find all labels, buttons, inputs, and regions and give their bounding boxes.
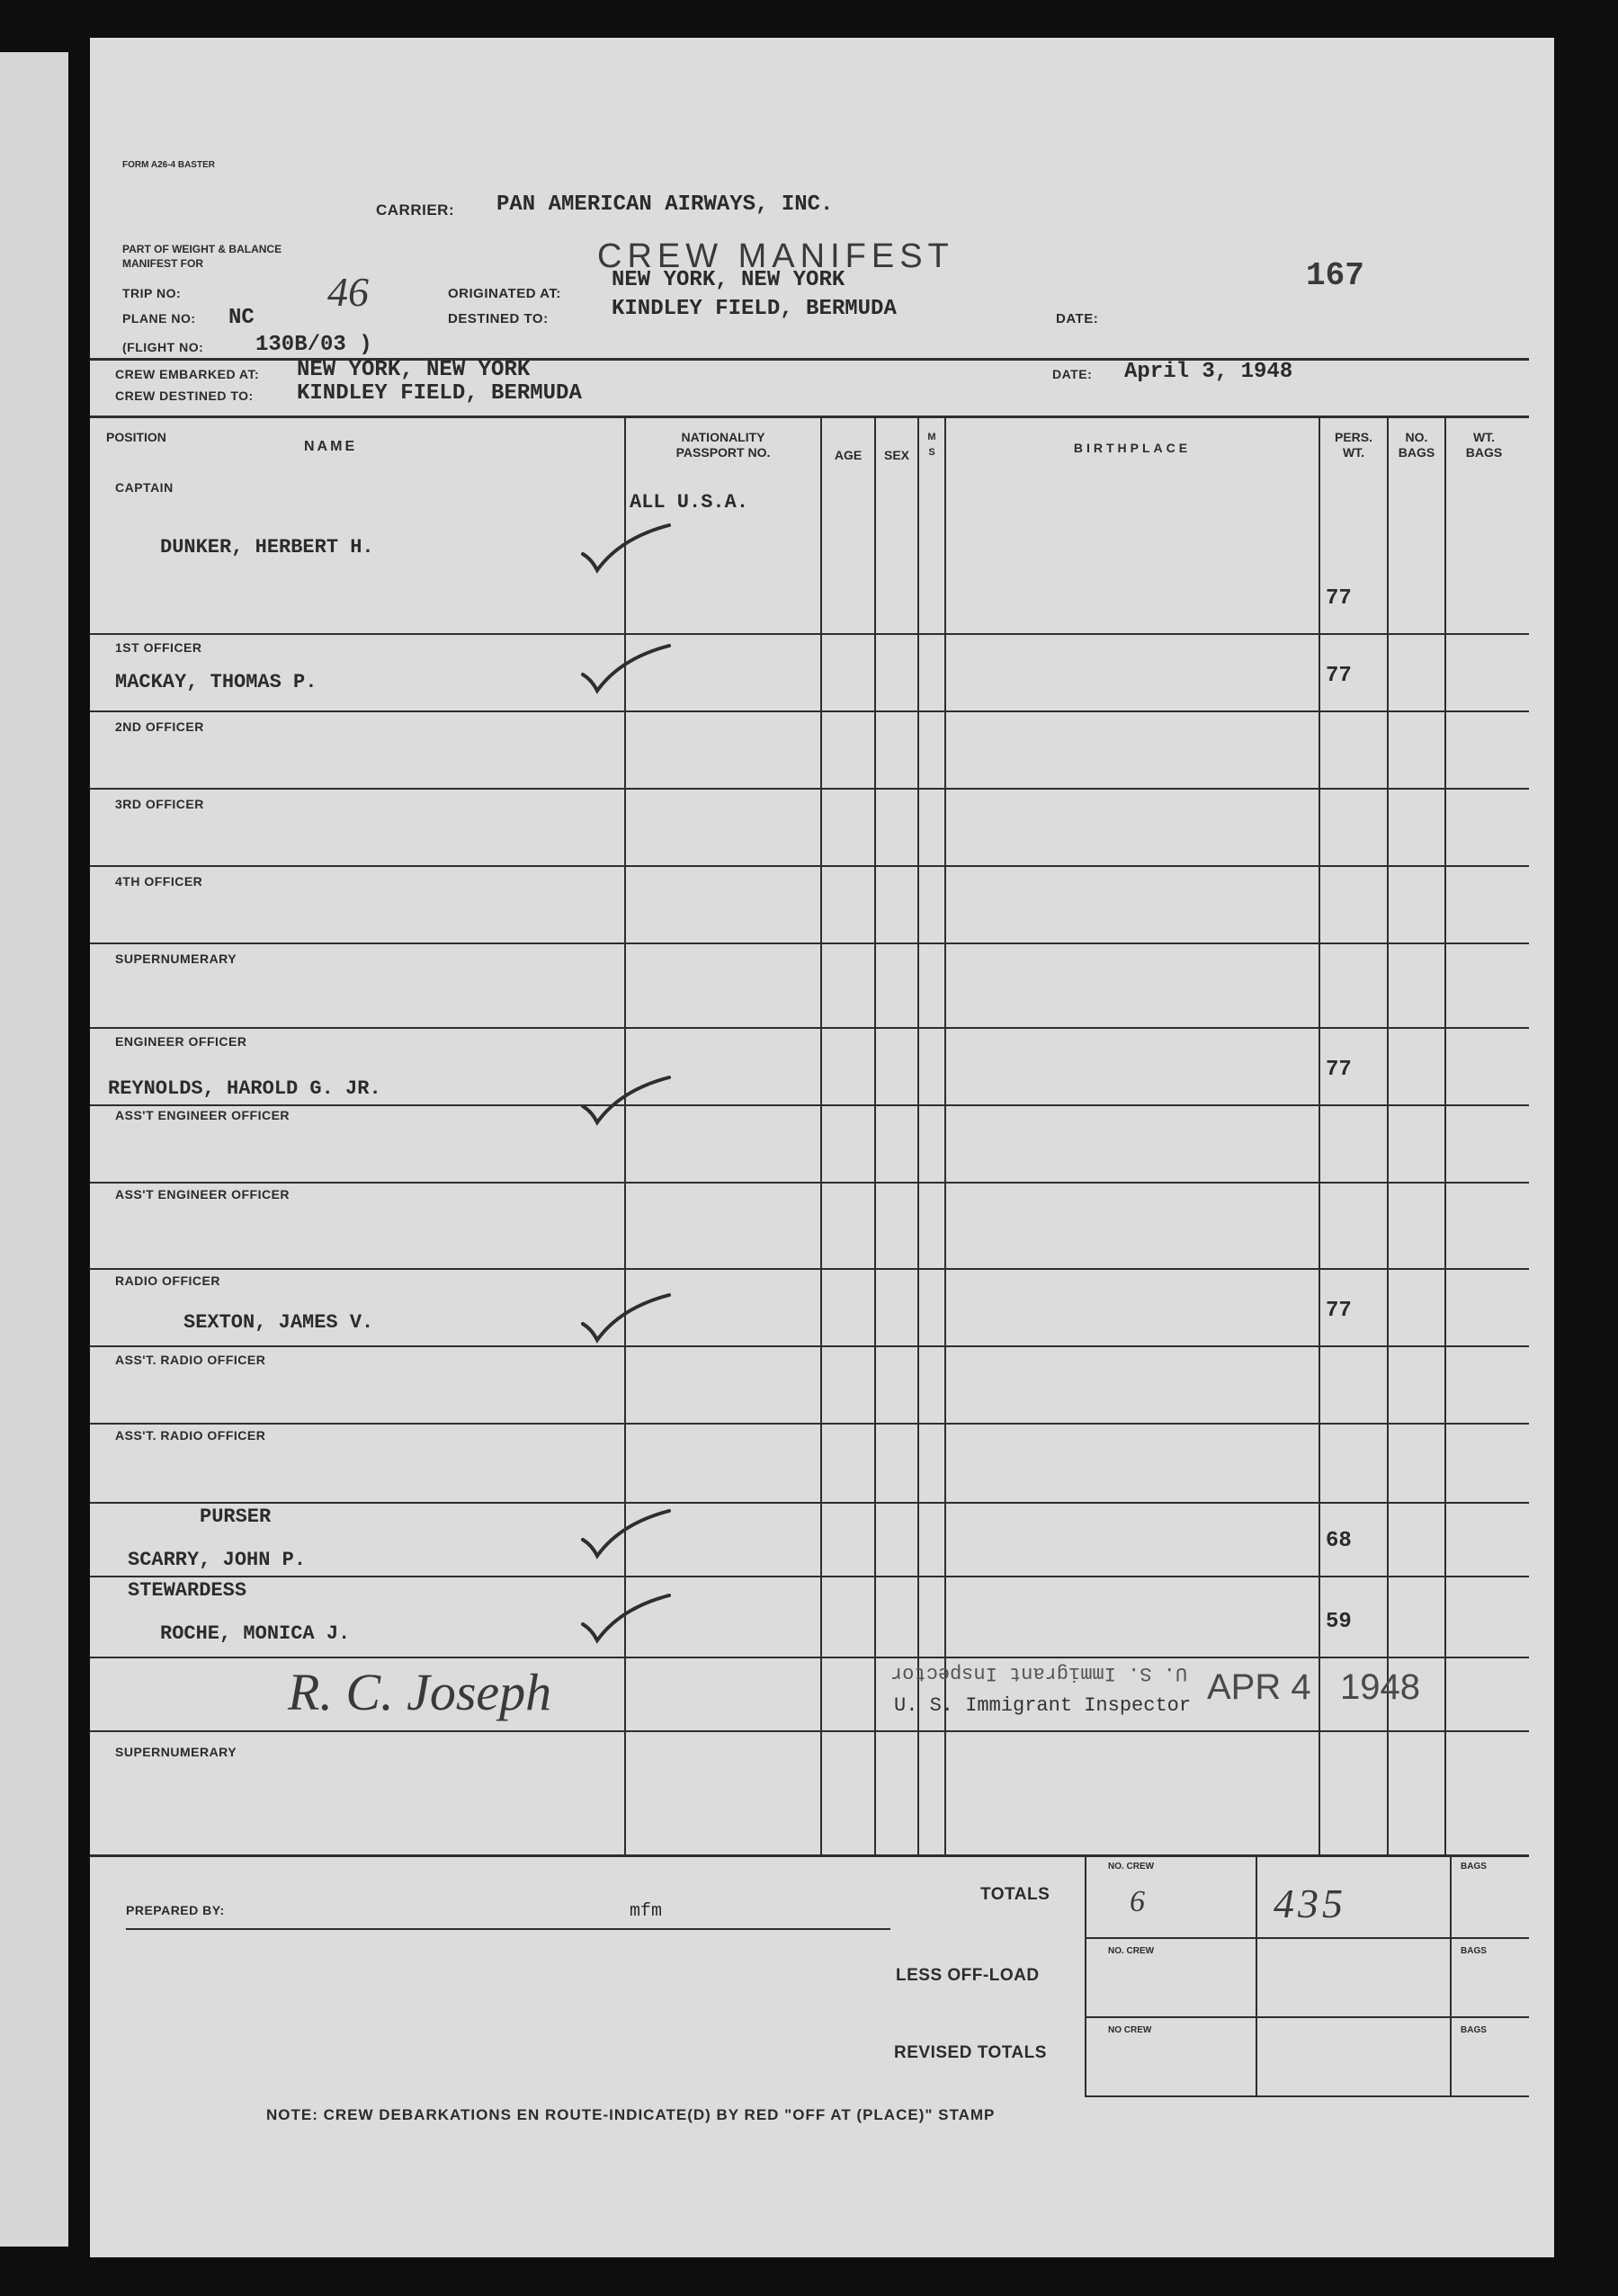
check-mark-icon [576,520,675,574]
no-crew-label-2: NO. CREW [1108,1946,1155,1956]
col-wt-bags-line1: WT. [1472,430,1496,444]
col-no-bags-line2: BAGS [1398,445,1435,460]
col-nationality-line2: PASSPORT NO. [675,445,771,460]
row-rule [90,1657,1529,1658]
col-no-bags-line1: NO. [1405,430,1428,444]
crew-manifest-sheet [90,38,1554,2257]
stamp-date: APR 4 [1207,1667,1311,1707]
row-rule [90,943,1529,944]
plane-no-label: PLANE NO: [122,311,196,326]
check-mark-icon [576,1505,675,1559]
row-rule [90,1182,1529,1184]
col-pers-wt-line1: PERS. [1334,430,1372,444]
trip-no-value: 46 [327,269,369,315]
row-position: 2ND OFFICER [115,719,204,734]
col-ms-line1: M [927,432,936,442]
inspector-title-mirror: U. S. Immigrant Inspector [890,1662,1188,1684]
row-rule [90,1576,1529,1577]
no-crew-label-3: NO CREW [1108,2025,1152,2035]
check-mark-icon [576,1072,675,1126]
row-name: SCARRY, JOHN P. [128,1549,307,1571]
form-id: FORM A26-4 BASTER [122,160,215,170]
document-number: 167 [1306,257,1364,294]
row-position: ASS'T. RADIO OFFICER [115,1428,266,1443]
check-mark-icon [576,1290,675,1344]
col-birthplace: BIRTHPLACE [1073,441,1192,455]
revised-totals-label: REVISED TOTALS [894,2043,1047,2062]
plane-no-value: NC [228,306,255,330]
prepared-by-value: mfm [630,1901,663,1922]
originated-value: NEW YORK, NEW YORK [612,268,845,292]
bags-label-2: BAGS [1461,1946,1487,1956]
row-position: PURSER [200,1505,272,1528]
flight-no-label: (FLIGHT NO: [122,340,204,354]
row-position: ASS'T ENGINEER OFFICER [115,1108,291,1122]
col-ms-line2: S [928,447,935,458]
row-weight: 77 [1326,586,1352,611]
col-position: POSITION [106,430,166,444]
col-no-bags [1389,430,1444,460]
row-position: STEWARDESS [128,1579,247,1602]
row-position: ASS'T. RADIO OFFICER [115,1353,266,1367]
check-mark-icon [576,640,675,694]
row-weight: 59 [1326,1610,1352,1634]
table-top-rule [90,415,1529,418]
row-rule [90,1502,1529,1504]
prepared-by-rule [126,1928,890,1930]
row-name: ROCHE, MONICA J. [160,1622,351,1645]
row-weight: 77 [1326,664,1352,688]
row-position: 3RD OFFICER [115,797,204,811]
col-wt-bags-line2: BAGS [1465,445,1503,460]
totals-rule-b [1450,1854,1452,2097]
row-rule [90,1027,1529,1029]
col-nationality-line1: NATIONALITY [681,430,765,444]
prepared-by-label: PREPARED BY: [126,1903,225,1917]
row-rule [90,1345,1529,1347]
date-label: DATE: [1056,311,1099,326]
row-name: REYNOLDS, HAROLD G. JR. [108,1077,381,1100]
row-name: SEXTON, JAMES V. [183,1311,374,1334]
bags-label-3: BAGS [1461,2025,1487,2035]
row-rule [90,1104,1529,1106]
row-rule [90,1730,1529,1732]
col-nationality [626,430,820,460]
date2-value: April 3, 1948 [1124,360,1293,384]
col-age: AGE [834,448,863,462]
total-crew-count: 6 [1130,1885,1145,1918]
col-pers-wt-line2: WT. [1342,445,1365,460]
part-of-line1: PART OF WEIGHT & BALANCE [122,243,282,255]
document-title: CREW MANIFEST [597,237,954,275]
inspector-title: U. S. Immigrant Inspector [894,1694,1192,1717]
row-name: DUNKER, HERBERT H. [160,536,374,558]
inspector-signature: R. C. Joseph [288,1663,552,1721]
flight-no-value: 130B/03 ) [255,333,372,357]
carrier-label: CARRIER: [376,201,455,219]
row-position: 1ST OFFICER [115,640,202,655]
totals-label: TOTALS [980,1885,1050,1904]
totals-rule-c [1085,1937,1529,1939]
crew-destined-label: CREW DESTINED TO: [115,389,254,403]
row-position: 4TH OFFICER [115,874,203,889]
adjacent-page-edge [0,52,68,2247]
destined-value: KINDLEY FIELD, BERMUDA [612,297,897,321]
embarked-value: NEW YORK, NEW YORK [297,358,531,382]
row-rule [90,633,1529,635]
row-weight: 77 [1326,1299,1352,1323]
row-rule [90,710,1529,712]
trip-no-label: TRIP NO: [122,286,182,300]
footer-note: NOTE: CREW DEBARKATIONS EN ROUTE-INDICATE(D) BY RED "OFF AT (PLACE)" STAMP [266,2106,996,2123]
row-name: MACKAY, THOMAS P. [115,671,317,693]
embarked-label: CREW EMBARKED AT: [115,367,260,381]
row-position: CAPTAIN [115,480,174,495]
col-sex: SEX [883,448,909,462]
totals-rule-a [1256,1854,1257,2097]
row-position: SUPERNUMERARY [115,951,237,966]
row-rule [90,865,1529,867]
bags-label-1: BAGS [1461,1862,1487,1872]
check-mark-icon [576,1590,675,1644]
col-pers-wt [1320,430,1387,460]
row-position: ENGINEER OFFICER [115,1034,247,1049]
row-nationality: ALL U.S.A. [630,491,749,514]
row-rule [90,1268,1529,1270]
originated-label: ORIGINATED AT: [448,286,561,301]
destined-label: DESTINED TO: [448,311,549,326]
col-name: NAME [304,439,358,454]
col-wt-bags [1446,430,1522,460]
no-crew-label-1: NO. CREW [1108,1862,1155,1872]
date2-label: DATE: [1052,367,1093,381]
totals-rule-d [1085,2016,1529,2018]
row-weight: 68 [1326,1529,1352,1553]
total-weight: 435 [1274,1881,1346,1926]
row-position: SUPERNUMERARY [115,1745,237,1759]
crew-destined-value: KINDLEY FIELD, BERMUDA [297,381,582,406]
stamp-year: 1948 [1340,1667,1420,1707]
row-position: ASS'T ENGINEER OFFICER [115,1187,291,1202]
row-rule [90,788,1529,790]
carrier-value: PAN AMERICAN AIRWAYS, INC. [496,192,834,217]
part-of-line2: MANIFEST FOR [122,257,203,270]
row-weight: 77 [1326,1058,1352,1082]
col-ms [919,430,944,460]
row-position: RADIO OFFICER [115,1273,220,1288]
row-rule [90,1423,1529,1425]
less-offload-label: LESS OFF-LOAD [896,1966,1040,1985]
